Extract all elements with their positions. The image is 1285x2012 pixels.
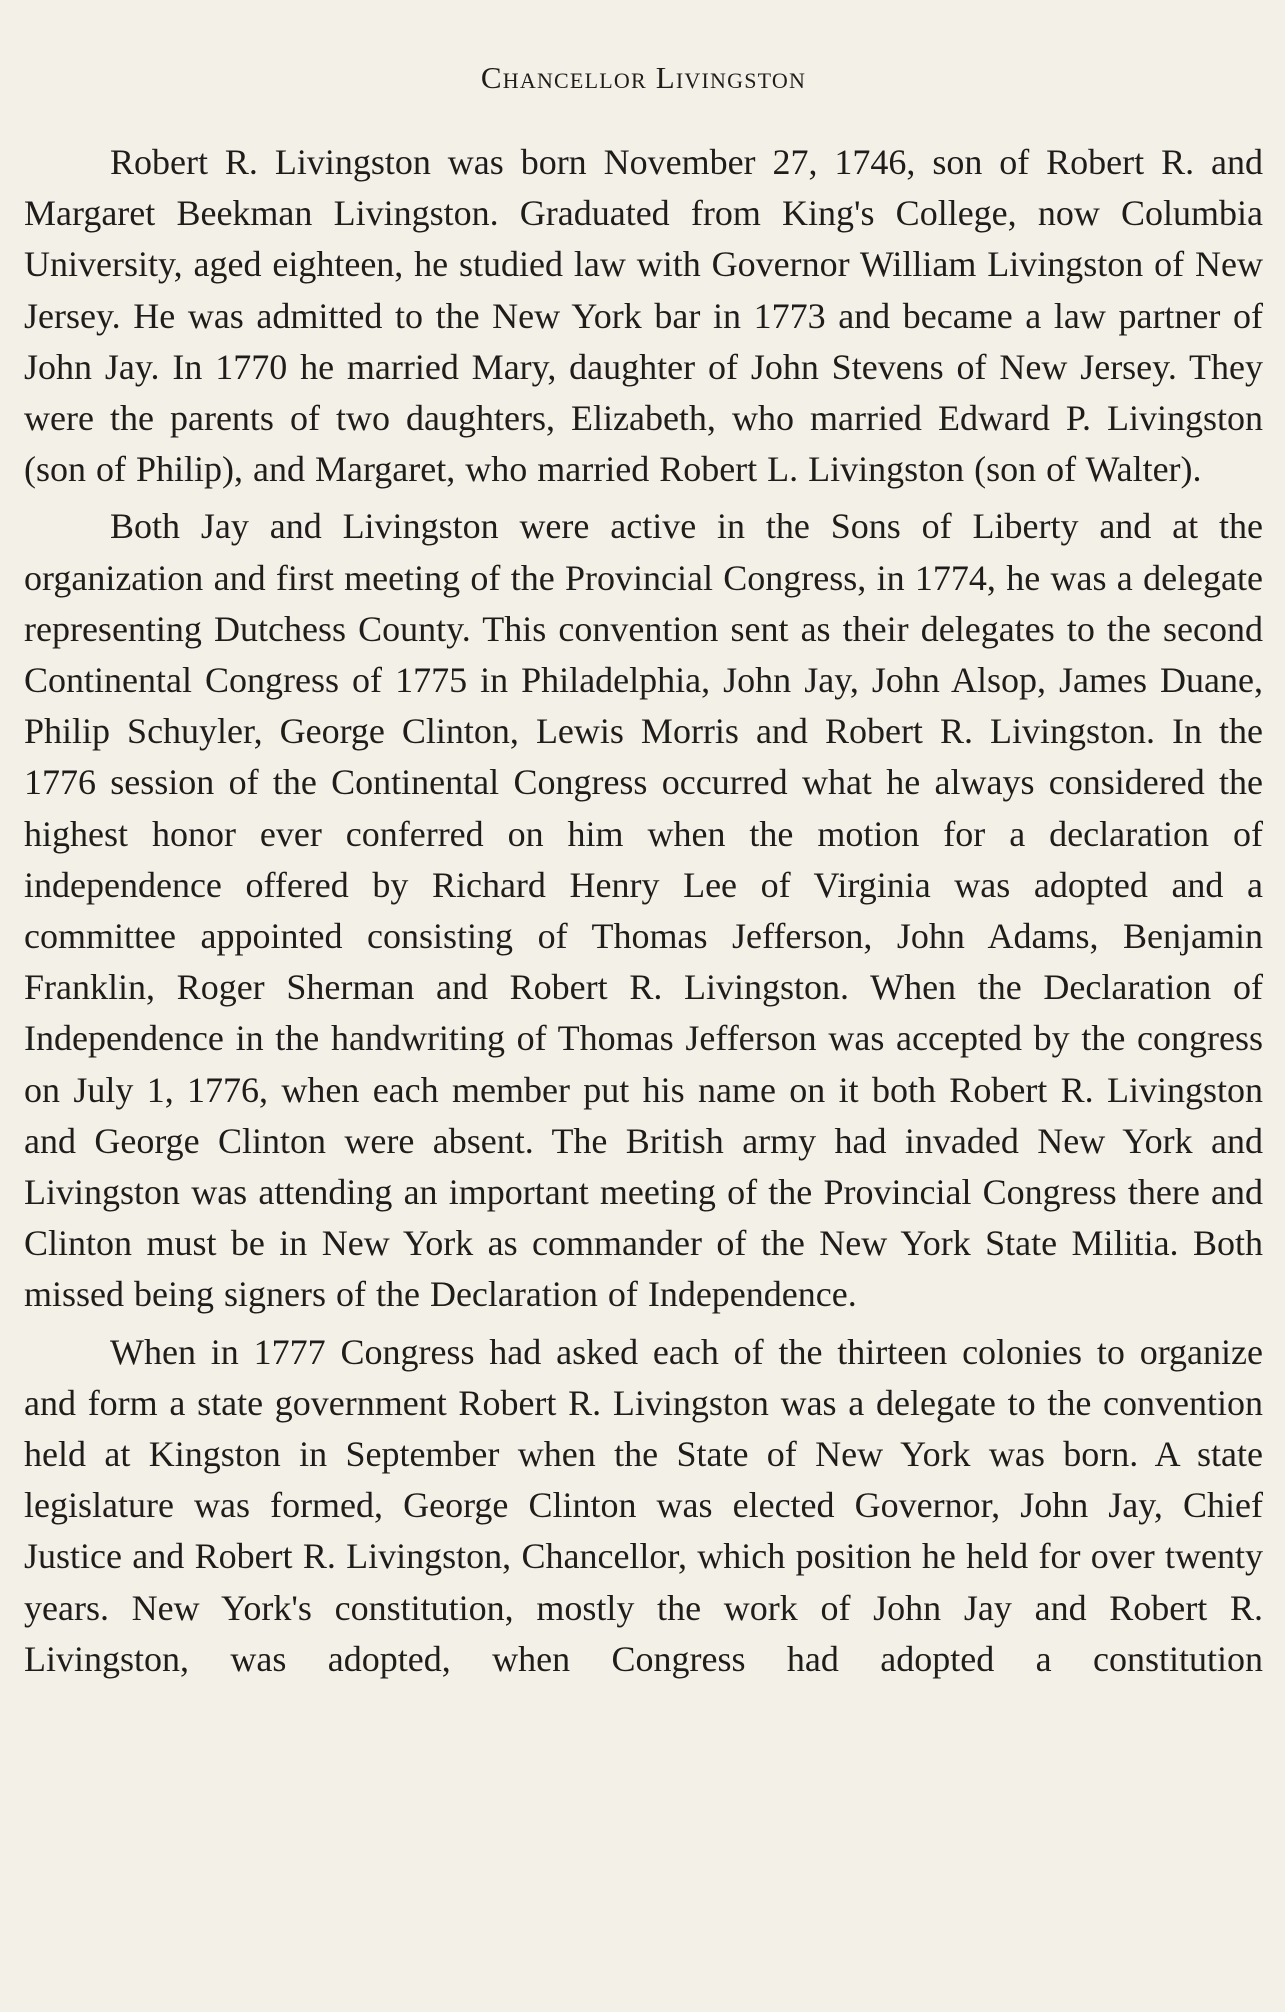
paragraph-1: Robert R. Livingston was born November 27, 1746, son of Robert R. and Margaret Beekman Livingston. Graduated from King's College, now Columbia University, aged eighteen, he studied law with Governor William Livingston of New Jersey. He was admitted to the New York bar in 1773 and became a law partner of John Jay. In 1770 he married Mary, daughter of John Stevens of New Jersey. They were the parents of two daughters, Elizabeth, who married Edward P. Livingston (son of Philip), and Margaret, who married Robert L. Livingston (son of Walter). <box>24 142 1263 490</box>
paragraph-3: When in 1777 Congress had asked each of the thirteen colonies to organize and form a state government Robert R. Livingston was a delegate to the convention held at Kingston in September when the State of New York was born. A state legislature was formed, George Clinton was elected Governor, John Jay, Chief Justice and Robert R. Livingston, Chancellor, which position he held for over twenty years. New York's constitution, mostly the work of John Jay and Robert R. Livingston, was adopted, when Congress had adopted a constitution <box>24 1331 1263 1679</box>
paragraph-2: Both Jay and Livingston were active in the Sons of Liberty and at the organization and first meeting of the Provincial Congress, in 1774, he was a delegate representing Dutchess County. This convention sent as their delegates to the second Continental Congress of 1775 in Philadelphia, John Jay, John Alsop, James Duane, Philip Schuyler, George Clinton, Lewis Morris and Robert R. Livingston. In the 1776 session of the Continental Congress occurred what he always considered the highest honor ever conferred on him when the motion for a declaration of independence offered by Richard Henry Lee of Virginia was adopted and a committee appointed consisting of Thomas Jefferson, John Adams, Benjamin Franklin, Roger Sherman and Robert R. Livingston. When the Declaration of Independence in the handwriting of Thomas Jefferson was accepted by the congress on July 1, 1776, when each member put his name on it both Robert R. Livingston and George Clinton were absent. The British army had invaded New York and Livingston was attending an important meeting of the Provincial Congress there and Clinton must be in New York as commander of the New York State Militia. Both missed being signers of the Declaration of Independence. <box>24 506 1263 1315</box>
page-title: Chancellor Livingston <box>480 60 807 95</box>
